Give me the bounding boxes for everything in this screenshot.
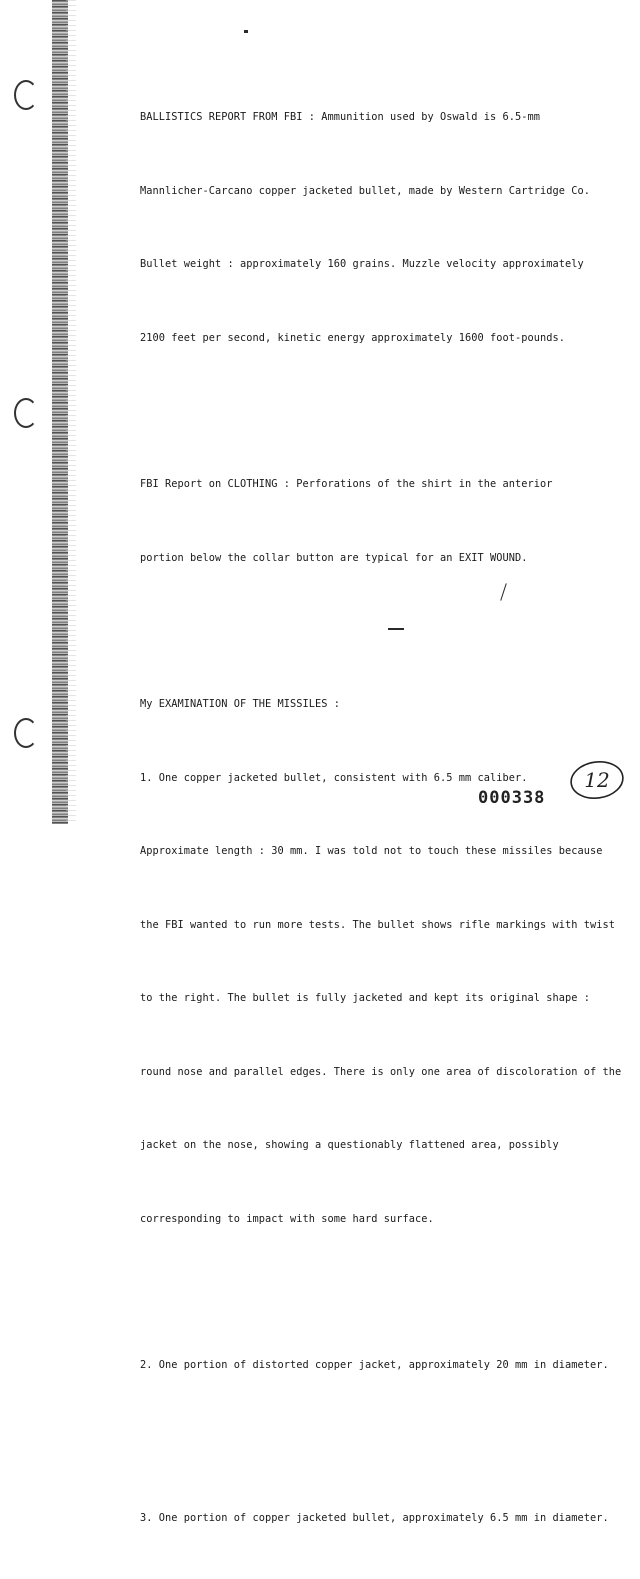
scan-speck: [244, 30, 248, 33]
report-line: Approximate length : 30 mm. I was told not to touch these missiles because: [140, 845, 603, 857]
report-line: portion below the collar button are typical for an EXIT WOUND.: [140, 551, 528, 564]
handwritten-page-number: [568, 758, 626, 802]
report-line: 2100 feet per second, kinetic energy approximately 1600 foot-pounds.: [140, 331, 565, 344]
report-line: 1. One copper jacketed bullet, consistent with 6.5 mm caliber.: [140, 771, 528, 784]
report-heading: My EXAMINATION OF THE MISSILES :: [140, 698, 340, 710]
report-line: Bullet weight : approximately 160 grains. Muzzle velocity approximately: [140, 258, 584, 270]
page-number-text: 12: [584, 768, 610, 792]
report-line: BALLISTICS REPORT FROM FBI : Ammunition used by Oswald is 6.5-mm: [140, 111, 540, 123]
punch-hole-icon: [14, 80, 38, 110]
report-line: to the right. The bullet is fully jacketed and kept its original shape :: [140, 992, 590, 1004]
report-line: Mannlicher-Carcano copper jacketed bullet, made by Western Cartridge Co.: [140, 184, 590, 197]
report-line: 2. One portion of distorted copper jacket, approximately 20 mm in diameter.: [140, 1359, 609, 1371]
report-line: FBI Report on CLOTHING : Perforations of the shirt in the anterior: [140, 478, 553, 490]
report-line: round nose and parallel edges. There is only one area of discoloration of the: [140, 1065, 622, 1078]
punch-hole-icon: [14, 398, 38, 428]
report-line: corresponding to impact with some hard surface.: [140, 1212, 434, 1225]
report-body: [140, 56, 625, 1579]
report-line: jacket on the nose, showing a questionably flattened area, possibly: [140, 1139, 559, 1151]
punch-hole-icon: [14, 718, 38, 748]
binding-edge-shadow: [66, 0, 76, 824]
report-line: the FBI wanted to run more tests. The bullet shows rifle markings with twist: [140, 918, 615, 931]
report-line: 3. One portion of copper jacketed bullet, approximately 6.5 mm in diameter.: [140, 1511, 609, 1524]
document-number: 000338: [478, 788, 546, 808]
